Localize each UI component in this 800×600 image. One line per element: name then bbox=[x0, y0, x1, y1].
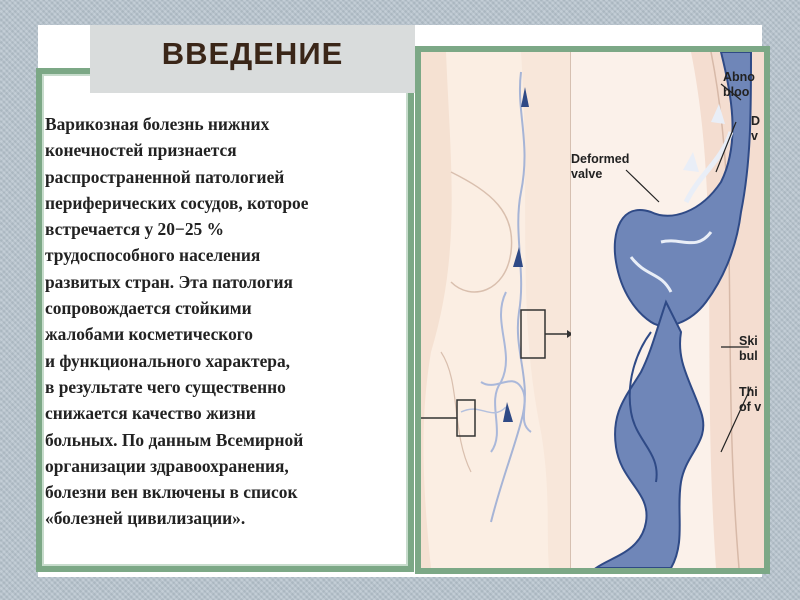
label-thin-wall: Thi of v bbox=[739, 385, 762, 414]
paragraph-line: конечностей признается bbox=[45, 140, 237, 161]
paragraph-line: жалобами косметического bbox=[45, 324, 253, 345]
paragraph-line: встречается у 20−25 % bbox=[45, 219, 224, 240]
paragraph-line: периферических сосудов, которое bbox=[45, 192, 309, 213]
paragraph-line: сопровождается стойкими bbox=[45, 298, 252, 319]
varicose-vein-illustration bbox=[415, 46, 770, 574]
intro-paragraph bbox=[45, 111, 407, 532]
paragraph-line: в результате чего существенно bbox=[45, 376, 286, 397]
slide-title: ВВЕДЕНИЕ bbox=[161, 36, 344, 71]
paragraph-line: трудоспособного населения bbox=[45, 245, 261, 266]
paragraph-line: Варикозная болезнь нижних bbox=[45, 114, 270, 134]
paragraph-line: болезни вен включены в список bbox=[45, 482, 298, 503]
paragraph-line: развитых стран. Эта патология bbox=[45, 271, 293, 292]
paragraph-line: больных. По данным Всемирной bbox=[45, 429, 304, 450]
label-skin-bulge: Ski bul bbox=[739, 334, 758, 363]
paragraph-line: снижается качество жизни bbox=[45, 403, 256, 424]
paragraph-line: и функционального характера, bbox=[45, 350, 291, 371]
paragraph-line: распространенной патологией bbox=[45, 166, 285, 187]
label-d: D v bbox=[751, 114, 761, 143]
paragraph-line: «болезней цивилизации». bbox=[45, 508, 246, 529]
paragraph-line: организации здравоохранения, bbox=[45, 455, 289, 476]
label-abnormal-blood: Abno bloo bbox=[723, 70, 755, 99]
label-deformed-valve: Deformed valve bbox=[571, 152, 630, 181]
